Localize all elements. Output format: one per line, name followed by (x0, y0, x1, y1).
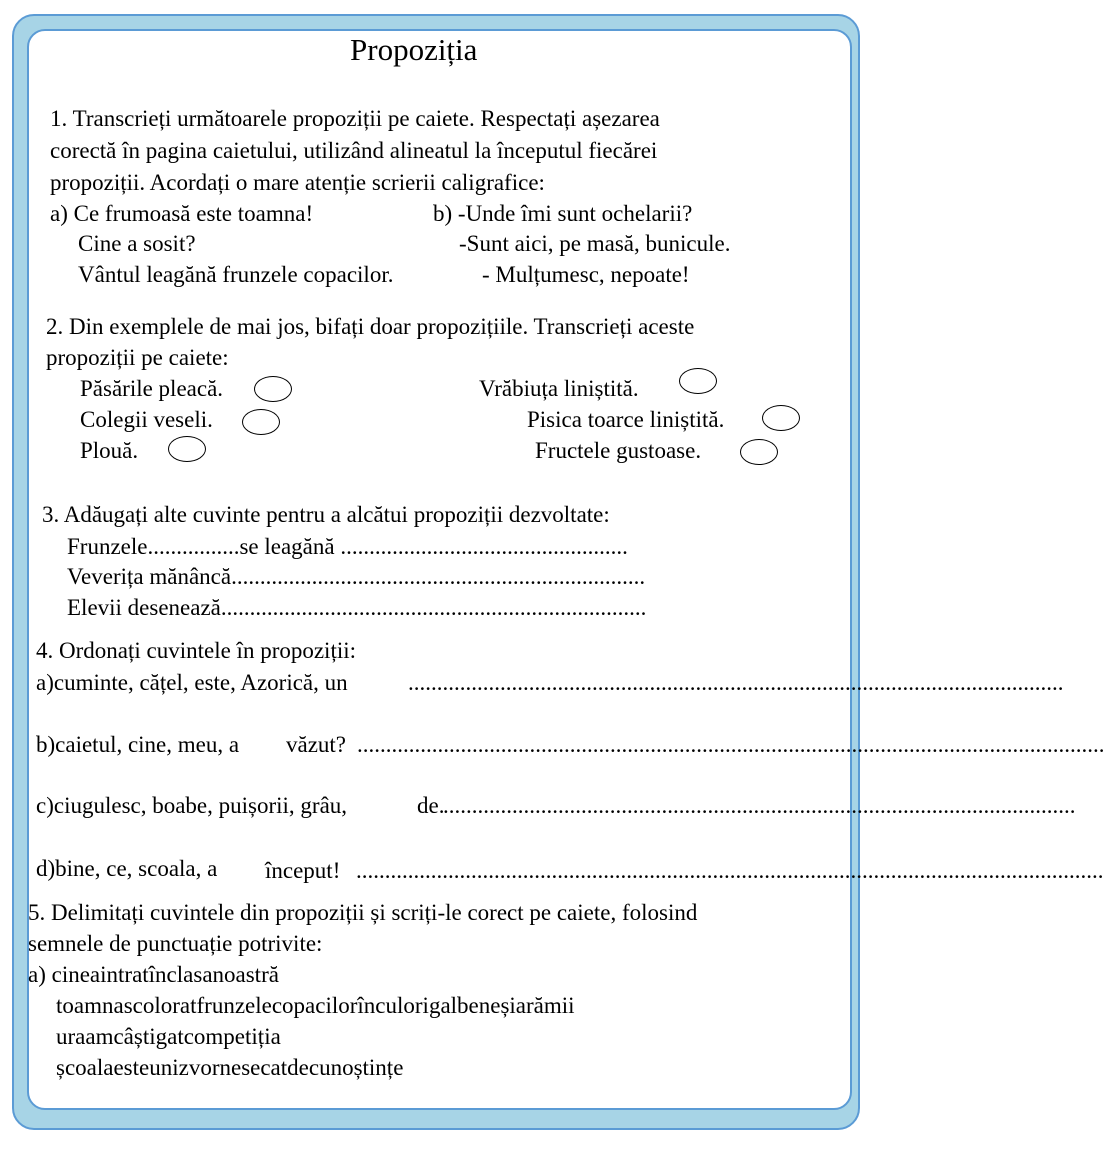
ex4-answer-line-d: .................................................................................................................................. (356, 858, 1104, 883)
ex2-item-right-2: Pisica toarce liniștită. (527, 407, 725, 432)
ex1-sentence-a2: Cine a sosit? (78, 231, 196, 256)
ex2-instruction-line2: propoziții pe caiete: (46, 345, 229, 370)
ex4-answer-line-b: .................................................................................................................................. (357, 732, 1105, 757)
checkbox-oval[interactable] (679, 368, 717, 394)
ex1-sentence-a3: Vântul leagănă frunzele copacilor. (78, 262, 394, 287)
ex5-row-2: toamnascoloratfrunzelecopacilorînculorigalbeneșiarămii (56, 993, 575, 1018)
ex5-row-4: școalaesteunizvornesecatdecunoștințe (56, 1055, 404, 1080)
ex4-answer-line-a: .................................................................................................................. (408, 670, 1064, 695)
checkbox-oval[interactable] (740, 439, 778, 465)
ex4-instruction: 4. Ordonați cuvintele în propoziții: (36, 638, 357, 663)
ex2-item-right-1: Vrăbiuța liniștită. (479, 376, 639, 401)
checkbox-oval[interactable] (254, 376, 292, 402)
ex2-item-left-3: Plouă. (80, 438, 139, 463)
ex4-row-d: d)bine, ce, scoala, a (36, 856, 218, 881)
ex1-sentence-b2: -Sunt aici, pe masă, bunicule. (459, 231, 731, 256)
ex4-row-b-end: văzut? (286, 732, 347, 757)
ex4-row-d-end: început! (265, 858, 341, 883)
ex1-sentence-b3: - Mulțumesc, nepoate! (482, 262, 690, 287)
ex5-instruction-line1: 5. Delimitați cuvintele din propoziții și scriți-le corect pe caiete, folosind (28, 900, 698, 925)
ex2-item-left-2: Colegii veseli. (80, 407, 213, 432)
ex4-row-a: a)cuminte, cățel, este, Azorică, un (36, 670, 348, 695)
ex5-instruction-line2: semnele de punctuație potrivite: (28, 931, 323, 956)
checkbox-oval[interactable] (168, 436, 206, 462)
ex3-row-2: Veverița mănâncă........................................................................ (67, 564, 646, 589)
ex5-row-3: uraamcâștigatcompetiția (56, 1024, 281, 1049)
checkbox-oval[interactable] (242, 409, 280, 435)
ex3-instruction: 3. Adăugați alte cuvinte pentru a alcătui propoziții dezvoltate: (42, 502, 610, 527)
ex4-answer-line-c: .............................................................................................................. (443, 793, 1076, 818)
ex1-instruction-line2: corectă în pagina caietului, utilizând alineatul la începutul fiecărei (50, 138, 658, 163)
ex2-instruction-line1: 2. Din exemplele de mai jos, bifați doar propozițiile. Transcrieți aceste (46, 314, 695, 339)
ex2-item-right-3: Fructele gustoase. (535, 438, 702, 463)
ex1-sentence-b1: b) -Unde îmi sunt ochelarii? (433, 201, 693, 226)
ex1-sentence-a1: a) Ce frumoasă este toamna! (50, 201, 314, 226)
ex3-row-1: Frunzele................se leagănă .................................................. (67, 534, 628, 559)
ex3-row-3: Elevii desenează.......................................................................... (67, 595, 647, 620)
ex1-instruction-line1: 1. Transcrieți următoarele propoziții pe caiete. Respectați așezarea (50, 106, 660, 131)
ex4-row-c-end: de. (417, 793, 445, 818)
page-title: Propoziția (350, 32, 478, 67)
ex4-row-c: c)ciugulesc, boabe, puișorii, grâu, (36, 793, 348, 818)
ex4-row-b: b)caietul, cine, meu, a (36, 732, 240, 757)
ex5-row-1: a) cineaintratînclasanoastră (28, 962, 279, 987)
checkbox-oval[interactable] (762, 405, 800, 431)
ex2-item-left-1: Păsările pleacă. (80, 376, 224, 401)
ex1-instruction-line3: propoziții. Acordați o mare atenție scrierii caligrafice: (50, 170, 545, 195)
